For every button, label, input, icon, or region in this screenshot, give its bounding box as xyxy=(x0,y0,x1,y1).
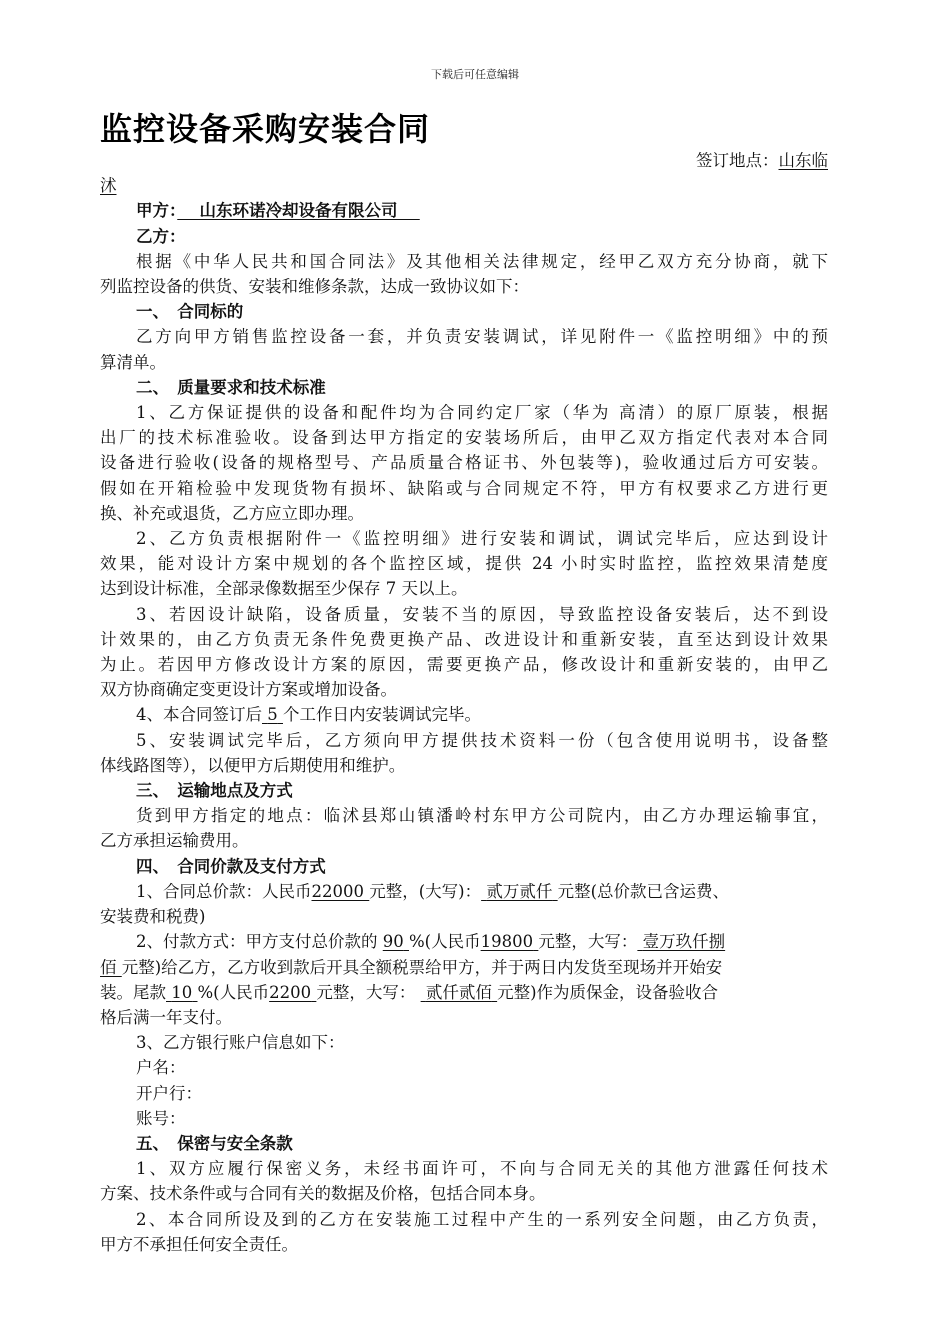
party-a-value: 山东环诺冷却设备有限公司 xyxy=(199,201,398,221)
sign-place-label: 签订地点： xyxy=(696,151,779,170)
paragraph-line: 4、本合同签订后 5 个工作日内安装调试完毕。 xyxy=(136,705,481,725)
paragraph-line: 佰 元整)给乙方，乙方收到款后开具全额税票给甲方，并于两日内发货至现场并开始安 xyxy=(100,957,723,977)
install-days-value: 5 xyxy=(267,705,278,725)
sign-place-value-cont: 沭 xyxy=(100,176,117,196)
paragraph-line: 1、合同总价款：人民币22000 元整，(大写)： 贰万贰仟 元整(总价款已含运费、 xyxy=(136,881,730,901)
account-number-field: 账号： xyxy=(136,1108,186,1128)
tail-amount: 2200 xyxy=(269,982,312,1002)
paragraph-line: 3、乙方银行账户信息如下： xyxy=(136,1033,345,1053)
paragraph-line: 假如在开箱检验中发现货物有损坏、缺陷或与合同规定不符，甲方有权要求乙方进行更 xyxy=(100,478,828,498)
paragraph-line: 换、补充或退货，乙方应立即办理。 xyxy=(100,503,364,523)
payment-amount-words-cont: 佰 xyxy=(100,957,117,977)
paragraph-line: 设备进行验收(设备的规格型号、产品质量合格证书、外包装等)，验收通过后方可安装。 xyxy=(100,453,828,473)
paragraph-line: 5、安装调试完毕后，乙方须向甲方提供技术资料一份（包含使用说明书，设备整 xyxy=(136,730,828,750)
section-heading-5: 五、 保密与安全条款 xyxy=(136,1133,293,1153)
account-name-field: 户名： xyxy=(136,1058,186,1078)
paragraph-line: 格后满一年支付。 xyxy=(100,1007,232,1027)
paragraph-line: 出厂的技术标准验收。设备到达甲方指定的安装场所后，由甲乙双方指定代表对本合同 xyxy=(100,428,828,448)
paragraph-line: 货到甲方指定的地点：临沭县郑山镇潘岭村东甲方公司院内，由乙方办理运输事宜， xyxy=(136,806,828,826)
paragraph-line: 方案、技术条件或与合同有关的数据及价格，包括合同本身。 xyxy=(100,1184,546,1204)
document-title: 监控设备采购安装合同 xyxy=(100,110,431,148)
paragraph-line: 计效果的，由乙方负责无条件免费更换产品、改进设计和重新安装，直至达到设计效果 xyxy=(100,629,828,649)
paragraph-line: 1、乙方保证提供的设备和配件均为合同约定厂家（华为 高清）的原厂原装，根据 xyxy=(136,403,828,423)
paragraph-line: 乙方承担运输费用。 xyxy=(100,831,249,851)
paragraph-line: 算清单。 xyxy=(100,352,166,372)
paragraph-line: 2、本合同所设及到的乙方在安装施工过程中产生的一系列安全问题，由乙方负责， xyxy=(136,1209,828,1229)
paragraph-line: 体线路图等），以便甲方后期使用和维护。 xyxy=(100,755,406,775)
section-heading-1: 一、 合同标的 xyxy=(136,302,244,322)
bank-field: 开户行： xyxy=(136,1083,202,1103)
payment-amount: 19800 xyxy=(480,932,534,952)
paragraph-line: 甲方不承担任何安全责任。 xyxy=(100,1234,298,1254)
payment-percent: 90 xyxy=(382,932,404,952)
paragraph-line: 安装费和税费) xyxy=(100,907,206,927)
document-body xyxy=(100,148,828,1257)
paragraph-line: 2、乙方负责根据附件一《监控明细》进行安装和调试，调试完毕后，应达到设计 xyxy=(136,529,828,549)
page-header: 下载后可任意编辑 xyxy=(431,68,519,81)
party-b-label: 乙方： xyxy=(136,226,186,246)
paragraph-line: 2、付款方式：甲方支付总价款的 90 %(人民币19800 元整，大写： 壹万玖仟捌 xyxy=(136,932,726,952)
party-b-line xyxy=(100,224,828,249)
paragraph-line: 双方协商确定变更设计方案或增加设备。 xyxy=(100,680,397,700)
intro-line: 根据《中华人民共和国合同法》及其他相关法律规定，经甲乙双方充分协商，就下 xyxy=(136,251,828,271)
tail-amount-words: 贰仟贰佰 xyxy=(425,982,492,1002)
sign-place-line xyxy=(100,148,828,173)
party-a-line xyxy=(100,198,828,223)
total-amount-value: 22000 xyxy=(311,881,364,901)
section-heading-4: 四、 合同价款及支付方式 xyxy=(136,856,326,876)
paragraph-line: 效果，能对设计方案中规划的各个监控区域，提供 24 小时实时监控，监控效果清楚度 xyxy=(100,554,828,574)
section-heading-2: 二、 质量要求和技术标准 xyxy=(136,377,326,397)
tail-percent: 10 xyxy=(171,982,193,1002)
payment-amount-words: 壹万玖仟捌 xyxy=(642,932,726,952)
sign-place-value: 山东临 xyxy=(778,151,828,170)
paragraph-line: 为止。若因甲方修改设计方案的原因，需要更换产品，修改设计和重新安装的，由甲乙 xyxy=(100,655,828,675)
sign-place-line-2 xyxy=(100,173,828,198)
paragraph-line: 装。尾款 10 %(人民币2200 元整，大写： 贰仟贰佰 元整)作为质保金，设备验收合 xyxy=(100,982,719,1002)
section-heading-3: 三、 运输地点及方式 xyxy=(136,781,293,801)
total-amount-words: 贰万贰仟 xyxy=(486,881,553,901)
paragraph-line: 乙方向甲方销售监控设备一套，并负责安装调试，详见附件一《监控明细》中的预 xyxy=(136,327,828,347)
paragraph-line: 1、双方应履行保密义务，未经书面许可，不向与合同无关的其他方泄露任何技术 xyxy=(136,1159,828,1179)
paragraph-line: 达到设计标准，全部录像数据至少保存 7 天以上。 xyxy=(100,579,468,599)
intro-line: 列监控设备的供货、安装和维修条款，达成一致协议如下： xyxy=(100,277,529,297)
paragraph-line: 3、若因设计缺陷，设备质量，安装不当的原因，导致监控设备安装后，达不到设 xyxy=(136,604,828,624)
party-a-label: 甲方： xyxy=(136,201,178,221)
